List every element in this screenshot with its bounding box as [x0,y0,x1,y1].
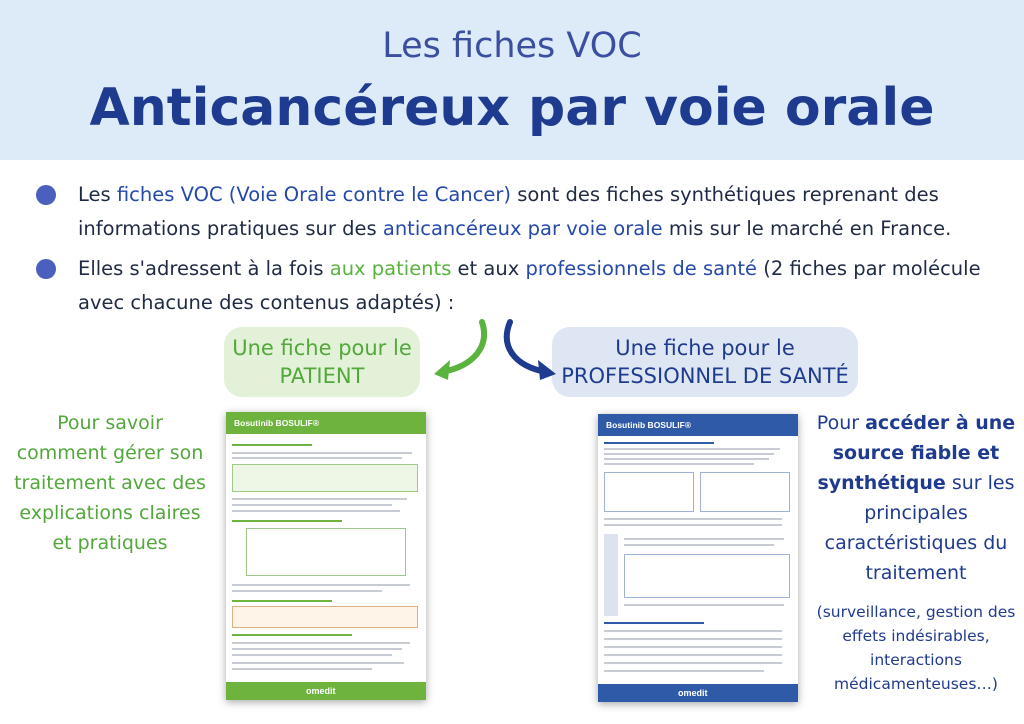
header-banner [0,0,1024,160]
text-line [232,510,400,512]
text-line [604,646,782,648]
patient-pill [224,327,420,397]
bullet-text: (2 fiches par molécule avec chacune des contenus adaptés) : [78,257,981,314]
pro-description-text: Pour [816,412,866,434]
pro-fiche-footer [598,684,798,702]
text-line [604,670,764,672]
text-line [604,638,782,640]
bullet-text: et aux [451,257,526,280]
patient-pill-line2: PATIENT [279,364,365,388]
info-box [232,464,418,492]
bullet-text: Elles s'adressent à la fois [78,257,330,280]
omedit-logo: omedit [678,688,708,698]
bullet-highlight: anticancéreux par voie orale [382,217,663,240]
text-line [604,453,774,455]
pro-pill [552,327,858,397]
header-supertitle: Les fiches VOC [382,26,642,66]
text-line [232,457,402,459]
divider [604,622,704,624]
text-line [232,648,402,650]
bullet-dot-icon [36,259,56,279]
text-line [232,504,392,506]
bullet-text: mis sur le marché en France. [662,217,952,240]
bullet-highlight: fiches VOC (Voie Orale contre le Cancer) [116,183,511,206]
divider [232,520,342,522]
pro-fiche-title: Bosutinib BOSULIF® [598,414,798,436]
bullet-item-1 [36,178,1006,246]
divider [604,442,714,444]
divider [232,600,332,602]
pro-description [812,408,1020,696]
info-box [624,554,790,598]
patient-fiche-title: Bosutinib BOSULIF® [226,412,426,434]
text-line [604,630,782,632]
bullet-dot-icon [36,185,56,205]
patient-fiche-thumbnail [226,412,426,700]
text-line [604,458,769,460]
blue-arrow-icon [498,316,564,386]
text-line [624,538,784,540]
pro-fiche-thumbnail [598,414,798,702]
omedit-logo: omedit [306,686,336,696]
bullet-item-2 [36,252,1006,320]
text-line [624,604,784,606]
pro-description-text: sur les principales caractéristiques du traitement [824,472,1015,584]
text-line [232,662,404,664]
patient-description: Pour savoir comment gérer son traitement avec des explications claires et pratiques [14,412,206,554]
text-line [232,452,412,454]
bullet-highlight: professionnels de santé [525,257,758,280]
text-line [604,518,782,520]
text-line [604,662,782,664]
text-line [232,668,372,670]
patient-fiche-footer [226,682,426,700]
info-box [700,472,790,512]
pro-description-bold: accéder à une source fiable et synthétique [817,412,1016,494]
bullet-list [36,178,1006,326]
bullet-text: sont des fiches synthétiques reprenant des informations pratiques sur des [78,183,939,240]
text-line [604,463,754,465]
bullet-highlight: aux patients [329,257,452,280]
header-title: Anticancéreux par voie orale [89,78,935,138]
text-line [624,544,774,546]
patient-pill-line1: Une fiche pour le [232,336,412,360]
info-box [604,472,694,512]
bullet-text: Les [78,183,117,206]
text-line [604,448,780,450]
text-line [232,642,410,644]
text-line [232,654,392,656]
text-line [232,498,407,500]
text-line [232,590,382,592]
info-box [246,528,406,576]
pro-pill-line2: PROFESSIONNEL DE SANTÉ [561,364,849,388]
divider [232,634,352,636]
text-line [604,524,782,526]
side-label-band [604,534,618,616]
pro-pill-line1: Une fiche pour le [615,336,795,360]
warning-box [232,606,418,628]
green-arrow-icon [424,316,494,386]
pro-description-main [812,408,1020,588]
divider [232,444,312,446]
pro-description-note: (surveillance, gestion des effets indésirables, interactions médicamenteuses…) [816,603,1016,693]
text-line [604,654,782,656]
text-line [232,584,410,586]
